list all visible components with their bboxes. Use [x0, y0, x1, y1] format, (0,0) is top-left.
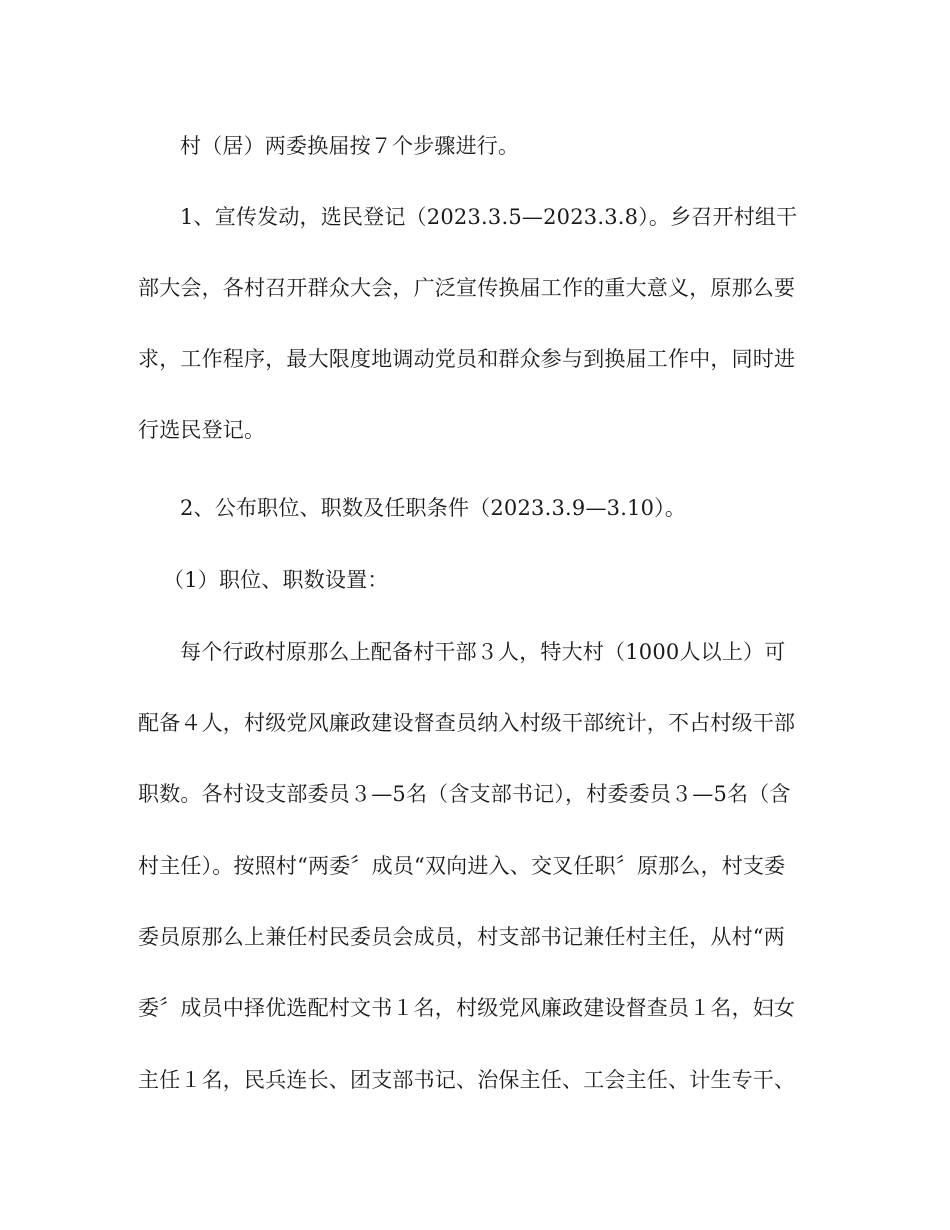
paragraph-line: 部大会，各村召开群众大会，广泛宣传换届工作的重大意义，原那么要: [138, 276, 796, 300]
paragraph-line: 配备４人，村级党风廉政建设督查员纳入村级干部统计，不占村级干部: [138, 711, 796, 735]
paragraph-line: 委员原那么上兼任村民委员会成员，村支部书记兼任村主任，从村“两: [138, 925, 785, 949]
paragraph-line: （1）职位、职数设置：: [163, 568, 389, 592]
paragraph-line: 村主任）。按照村“两委〞成员“双向进入、交叉任职〞原那么，村支委: [138, 854, 786, 878]
paragraph-line: 求，工作程序，最大限度地调动党员和群众参与到换届工作中，同时进: [138, 347, 796, 371]
paragraph-line: 委〞成员中择优选配村文书１名，村级党风廉政建设督查员１名，妇女: [138, 996, 796, 1020]
paragraph-line: 村（居）两委换届按７个步骤进行。: [180, 134, 520, 158]
paragraph-line: 每个行政村原那么上配备村干部３人，特大村（1000人以上）可: [180, 640, 786, 664]
paragraph-line: 1、宣传发动，选民登记（2023.3.5—2023.3.8）。乡召开村组干: [180, 205, 798, 229]
paragraph-line: 2、公布职位、职数及任职条件（2023.3.9—3.10）。: [180, 496, 687, 520]
paragraph-line: 行选民登记。: [138, 418, 266, 442]
paragraph-line: 职数。各村设支部委员３—5名（含支部书记），村委委员３—5名（含: [138, 782, 791, 806]
paragraph-line: 主任１名，民兵连长、团支部书记、治保主任、工会主任、计生专干、: [138, 1068, 796, 1092]
